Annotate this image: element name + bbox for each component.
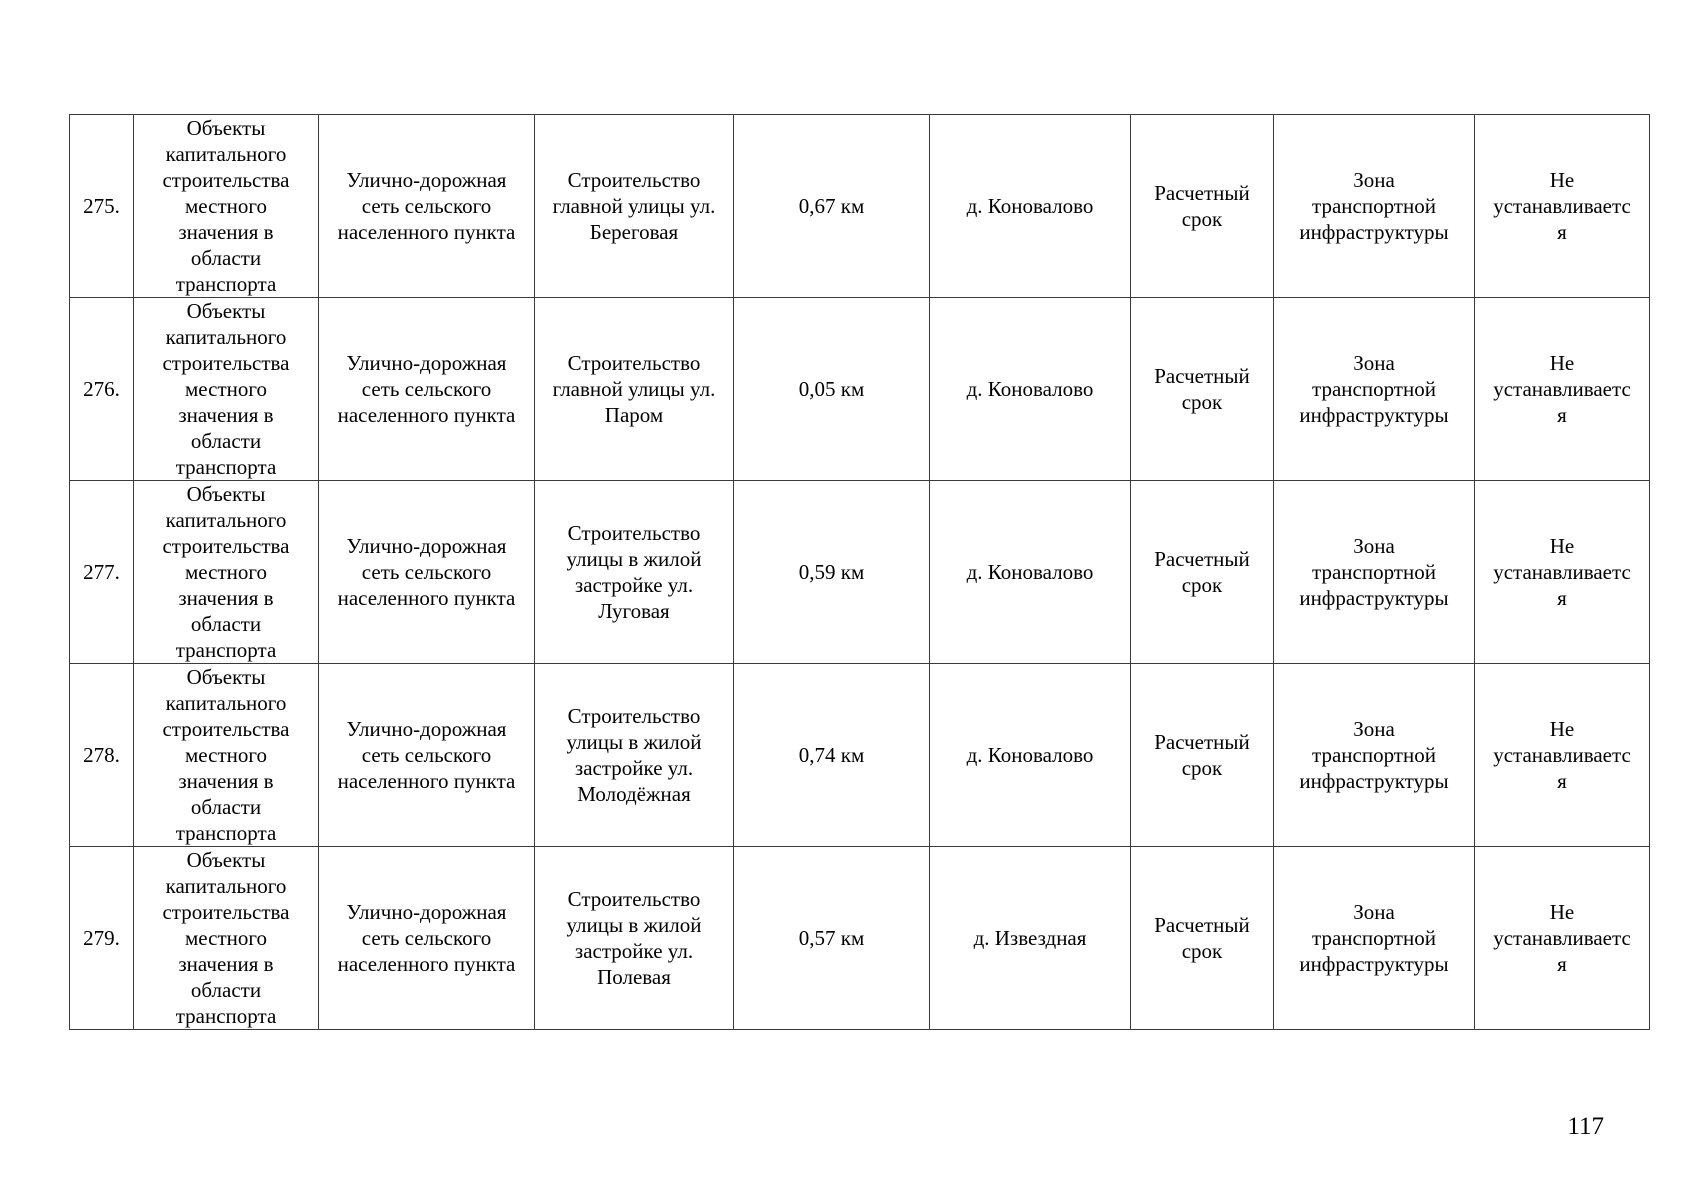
- zone: Зона транспортной инфраструктуры: [1299, 900, 1449, 976]
- location-cell: [930, 298, 1131, 481]
- category-cell: [319, 115, 535, 298]
- length: 0,74 км: [798, 743, 865, 767]
- row-number-cell: [70, 481, 134, 664]
- table-row: [70, 298, 1650, 481]
- object-type: Объекты капитального строительства местного значения в области транспорта: [162, 665, 290, 845]
- term-cell: [1131, 847, 1274, 1030]
- object-name: Строительство главной улицы ул. Береговая: [552, 168, 716, 244]
- term-cell: [1131, 664, 1274, 847]
- category: Улично-дорожная сеть сельского населенного пункта: [337, 351, 516, 427]
- object-type: Объекты капитального строительства местного значения в области транспорта: [162, 482, 290, 662]
- row-number-cell: [70, 847, 134, 1030]
- length-cell: [734, 298, 930, 481]
- table-row: [70, 664, 1650, 847]
- object-name: Строительство улицы в жилой застройке ул. Молодёжная: [566, 704, 702, 806]
- term: Расчетный срок: [1154, 913, 1250, 963]
- object-name: Строительство улицы в жилой застройке ул. Луговая: [566, 521, 702, 623]
- category-cell: [319, 298, 535, 481]
- object-type: Объекты капитального строительства местного значения в области транспорта: [162, 848, 290, 1028]
- row-number: 279.: [83, 926, 120, 950]
- object-type-cell: [134, 481, 319, 664]
- object-name: Строительство главной улицы ул. Паром: [552, 351, 716, 427]
- row-number-cell: [70, 115, 134, 298]
- table-row: [70, 481, 1650, 664]
- row-number: 278.: [83, 743, 120, 767]
- row-number: 276.: [83, 377, 120, 401]
- page-number: 117: [1567, 1113, 1604, 1140]
- term: Расчетный срок: [1154, 364, 1250, 414]
- zone: Зона транспортной инфраструктуры: [1299, 168, 1449, 244]
- category: Улично-дорожная сеть сельского населенного пункта: [337, 534, 516, 610]
- zone-cell: [1274, 115, 1475, 298]
- zone-cell: [1274, 481, 1475, 664]
- location: д. Коновалово: [966, 194, 1094, 218]
- object-name-cell: [535, 481, 734, 664]
- term-cell: [1131, 115, 1274, 298]
- object-name-cell: [535, 298, 734, 481]
- protection-zone: Не устанавливаетс я: [1493, 351, 1631, 427]
- category-cell: [319, 847, 535, 1030]
- location: д. Коновалово: [966, 743, 1094, 767]
- protection-zone: Не устанавливаетс я: [1493, 534, 1631, 610]
- row-number: 277.: [83, 560, 120, 584]
- location: д. Извездная: [973, 926, 1087, 950]
- category-cell: [319, 481, 535, 664]
- length: 0,59 км: [798, 560, 865, 584]
- object-type-cell: [134, 298, 319, 481]
- term: Расчетный срок: [1154, 181, 1250, 231]
- zone: Зона транспортной инфраструктуры: [1299, 351, 1449, 427]
- category-cell: [319, 664, 535, 847]
- protection-cell: [1475, 115, 1650, 298]
- term-cell: [1131, 481, 1274, 664]
- protection-cell: [1475, 298, 1650, 481]
- location: д. Коновалово: [966, 377, 1094, 401]
- zone-cell: [1274, 298, 1475, 481]
- protection-cell: [1475, 847, 1650, 1030]
- table-row: [70, 847, 1650, 1030]
- object-name-cell: [535, 115, 734, 298]
- term: Расчетный срок: [1154, 730, 1250, 780]
- length: 0,05 км: [798, 377, 865, 401]
- protection-cell: [1475, 664, 1650, 847]
- location-cell: [930, 664, 1131, 847]
- object-type-cell: [134, 847, 319, 1030]
- zone-cell: [1274, 847, 1475, 1030]
- zone: Зона транспортной инфраструктуры: [1299, 534, 1449, 610]
- length-cell: [734, 481, 930, 664]
- length: 0,67 км: [798, 194, 865, 218]
- object-type-cell: [134, 664, 319, 847]
- row-number-cell: [70, 298, 134, 481]
- protection-zone: Не устанавливаетс я: [1493, 168, 1631, 244]
- protection-cell: [1475, 481, 1650, 664]
- object-name-cell: [535, 664, 734, 847]
- category: Улично-дорожная сеть сельского населенного пункта: [337, 717, 516, 793]
- object-name: Строительство улицы в жилой застройке ул. Полевая: [566, 887, 702, 989]
- location-cell: [930, 847, 1131, 1030]
- protection-zone: Не устанавливаетс я: [1493, 900, 1631, 976]
- location-cell: [930, 115, 1131, 298]
- length-cell: [734, 664, 930, 847]
- category: Улично-дорожная сеть сельского населенного пункта: [337, 900, 516, 976]
- term: Расчетный срок: [1154, 547, 1250, 597]
- object-type: Объекты капитального строительства местного значения в области транспорта: [162, 116, 290, 296]
- objects-table: [69, 114, 1650, 1030]
- row-number: 275.: [83, 194, 120, 218]
- length-cell: [734, 847, 930, 1030]
- zone-cell: [1274, 664, 1475, 847]
- term-cell: [1131, 298, 1274, 481]
- row-number-cell: [70, 664, 134, 847]
- zone: Зона транспортной инфраструктуры: [1299, 717, 1449, 793]
- category: Улично-дорожная сеть сельского населенного пункта: [337, 168, 516, 244]
- location: д. Коновалово: [966, 560, 1094, 584]
- protection-zone: Не устанавливаетс я: [1493, 717, 1631, 793]
- length: 0,57 км: [798, 926, 865, 950]
- object-name-cell: [535, 847, 734, 1030]
- object-type: Объекты капитального строительства местного значения в области транспорта: [162, 299, 290, 479]
- object-type-cell: [134, 115, 319, 298]
- location-cell: [930, 481, 1131, 664]
- table-row: [70, 115, 1650, 298]
- length-cell: [734, 115, 930, 298]
